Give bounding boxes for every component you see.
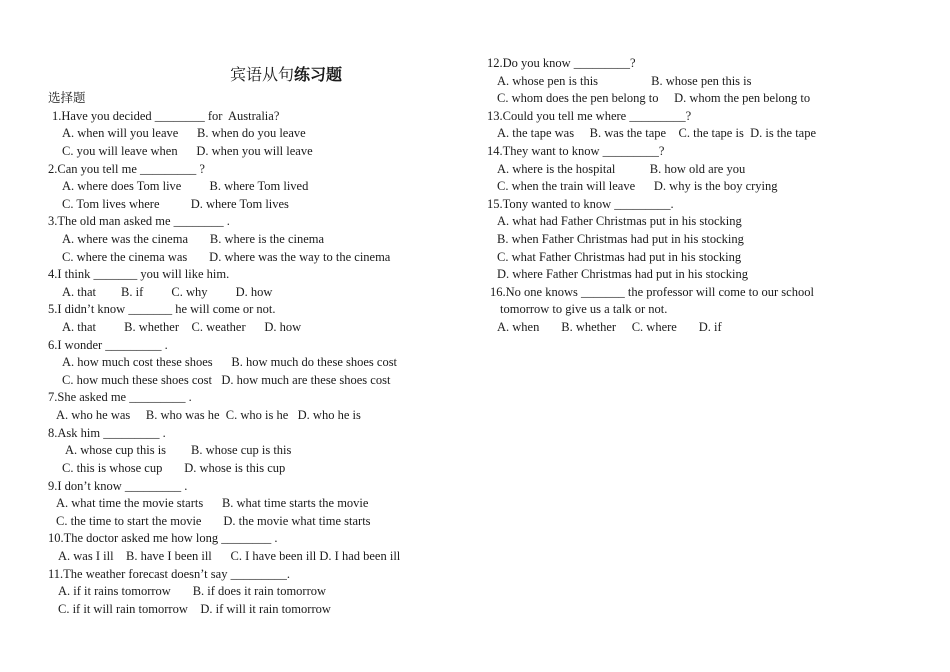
title-part-1: 宾语从句 [230,65,295,84]
question-15-option-a: A. what had Father Christmas put in his stocking [497,214,742,228]
question-4: 4.I think _______ you will like him. [48,267,230,281]
question-9-options-cd: C. the time to start the movie D. the movie what time starts [56,514,371,528]
question-5-options: A. that B. whether C. weather D. how [62,320,302,334]
question-11-options-cd: C. if it will rain tomorrow D. if will it rain tomorrow [58,602,331,616]
question-7-options: A. who he was B. who was he C. who is he D. who he is [56,408,361,422]
question-8-options-cd: C. this is whose cup D. whose is this cup [62,461,286,475]
question-12-options-ab: A. whose pen is this B. whose pen this is [497,74,752,88]
question-2: 2.Can you tell me _________ ? [48,162,205,176]
question-5: 5.I didn’t know _______ he will come or not. [48,302,276,316]
question-4-options: A. that B. if C. why D. how [62,285,273,299]
question-11-options-ab: A. if it rains tomorrow B. if does it rain tomorrow [58,584,327,598]
title-part-2: 练习题 [294,65,343,84]
question-15-option-d: D. where Father Christmas had put in his stocking [497,267,749,281]
question-6-options-cd: C. how much these shoes cost D. how much are these shoes cost [62,373,391,387]
question-13-options: A. the tape was B. was the tape C. the tape is D. is the tape [497,126,817,140]
question-9: 9.I don’t know _________ . [48,479,188,493]
page-title [230,62,342,85]
question-12-options-cd: C. whom does the pen belong to D. whom the pen belong to [497,91,811,105]
question-2-options-ab: A. where does Tom live B. where Tom lived [62,179,309,193]
question-1-options-ab: A. when will you leave B. when do you leave [62,126,306,140]
question-6-options-ab: A. how much cost these shoes B. how much do these shoes cost [62,355,398,369]
question-8: 8.Ask him _________ . [48,426,166,440]
question-3-options-cd: C. where the cinema was D. where was the way to the cinema [62,250,391,264]
question-1-options-cd: C. you will leave when D. when you will leave [62,144,313,158]
question-8-options-ab: A. whose cup this is B. whose cup is this [65,443,292,457]
question-6: 6.I wonder _________ . [48,338,168,352]
question-1: 1.Have you decided ________ for Australia? [52,109,280,123]
question-13: 13.Could you tell me where _________? [487,109,692,123]
question-3-options-ab: A. where was the cinema B. where is the cinema [62,232,325,246]
question-16-continued: tomorrow to give us a talk or not. [500,302,668,316]
question-15-option-c: C. what Father Christmas had put in his stocking [497,250,742,264]
question-14-options-ab: A. where is the hospital B. how old are you [497,162,746,176]
question-15-option-b: B. when Father Christmas had put in his stocking [497,232,744,246]
question-7: 7.She asked me _________ . [48,390,192,404]
question-16: 16.No one knows _______ the professor will come to our school [490,285,814,299]
question-10: 10.The doctor asked me how long ________ . [48,531,278,545]
question-9-options-ab: A. what time the movie starts B. what time starts the movie [56,496,369,510]
question-12: 12.Do you know _________? [487,56,636,70]
question-14: 14.They want to know _________? [487,144,665,158]
question-14-options-cd: C. when the train will leave D. why is the boy crying [497,179,778,193]
question-11: 11.The weather forecast doesn’t say _________. [48,567,290,581]
question-2-options-cd: C. Tom lives where D. where Tom lives [62,197,289,211]
question-10-options: A. was I ill B. have I been ill C. I have been ill D. I had been ill [58,549,401,563]
question-15: 15.Tony wanted to know _________. [487,197,674,211]
section-label: 选择题 [48,91,86,105]
question-3: 3.The old man asked me ________ . [48,214,230,228]
question-16-options: A. when B. whether C. where D. if [497,320,722,334]
